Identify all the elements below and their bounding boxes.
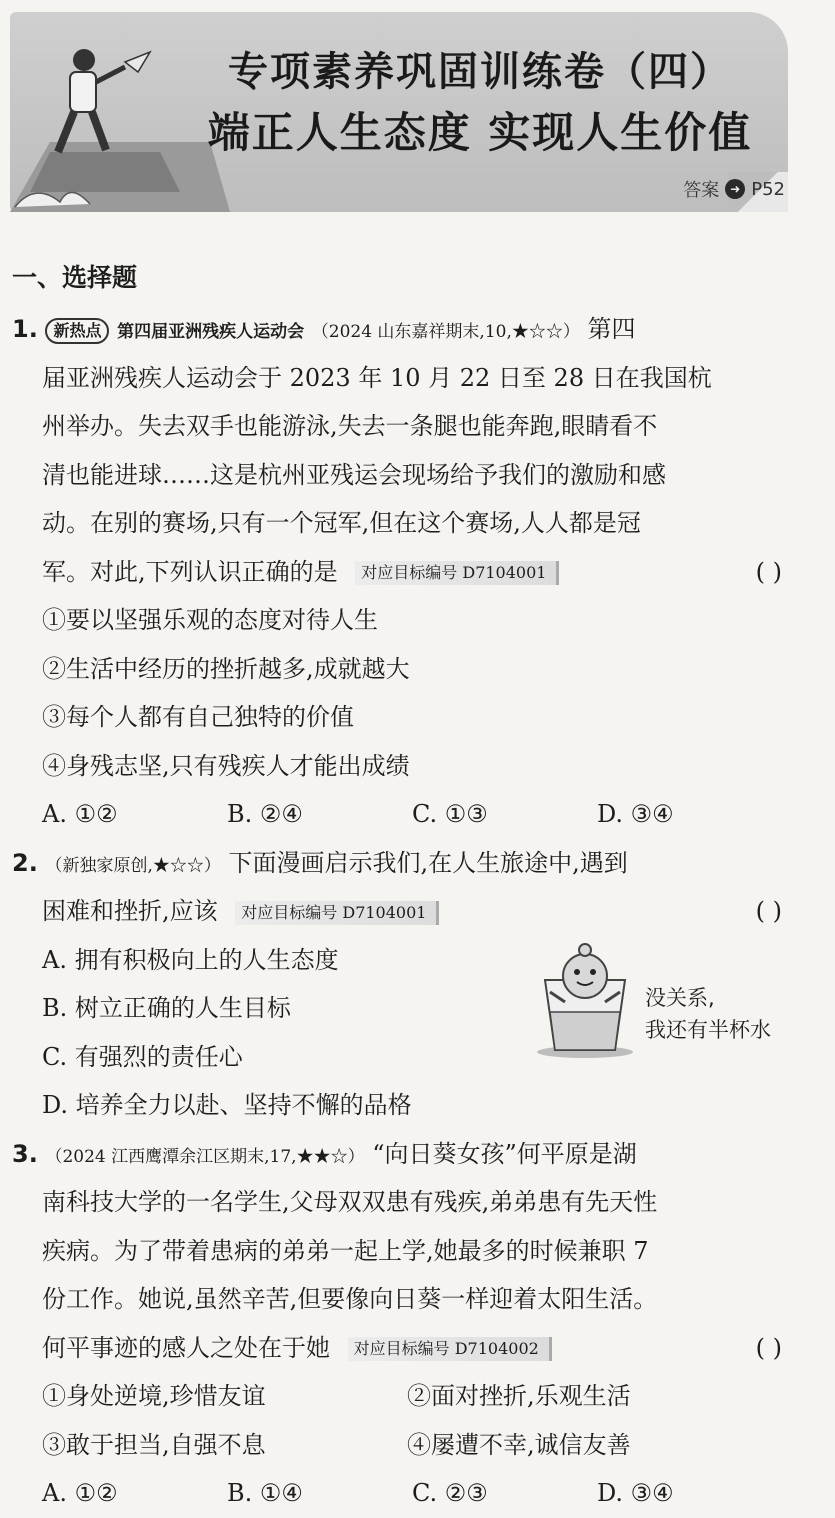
q3-items-row-2 <box>12 1421 792 1470</box>
q1-item: ④身残志坚,只有残疾人才能出成绩 <box>42 751 410 780</box>
q3-line: 疾病。为了带着患病的弟弟一起上学,她最多的时候兼职 7 <box>42 1236 649 1265</box>
q1-line: 届亚洲残疾人运动会于 2023 年 10 月 22 日至 28 日在我国杭 <box>42 363 712 392</box>
title-line-2: 端正人生态度 实现人生价值 <box>207 108 753 157</box>
title-line-1: 专项素养巩固训练卷（四） <box>228 49 732 95</box>
q1-line1-tail: 第四 <box>587 315 636 343</box>
q3-option-a[interactable]: A. ①② <box>42 1479 118 1507</box>
q2-line1-tail: 下面漫画启示我们,在人生旅途中,遇到 <box>228 848 628 877</box>
q1-target-code: 对应目标编号 D7104001 <box>355 561 559 585</box>
q1-line: 动。在别的赛场,只有一个冠军,但在这个赛场,人人都是冠 <box>42 509 641 537</box>
q1-line-1 <box>12 305 792 354</box>
q1-question-stem: 军。对此,下列认识正确的是 <box>42 557 338 586</box>
q1-line: 州举办。失去双手也能游泳,失去一条腿也能奔跑,眼睛看不 <box>42 412 658 440</box>
q1-option-c[interactable]: C. ①③ <box>412 800 488 828</box>
q3-option-d[interactable]: D. ③④ <box>597 1479 674 1507</box>
q3-options <box>12 1469 792 1518</box>
q3-option-c[interactable]: C. ②③ <box>412 1479 488 1507</box>
q3-answer-blank[interactable]: ( ) <box>755 1333 782 1362</box>
section-title: 一、选择题 <box>12 263 138 292</box>
q1-source: （2024 山东嘉祥期末,10,★☆☆） <box>311 322 580 342</box>
questions <box>12 305 792 1518</box>
q1-item: ①要以坚强乐观的态度对待人生 <box>42 606 378 634</box>
q3-item: ①身处逆境,珍惜友谊 <box>42 1382 266 1410</box>
q3-number: 3. <box>12 1139 38 1168</box>
q1-line: 清也能进球……这是杭州亚残运会现场给予我们的激励和感 <box>42 460 666 489</box>
q3-line: 南科技大学的一名学生,父母双双患有残疾,弟弟患有先天性 <box>42 1188 658 1216</box>
q2-target-code: 对应目标编号 D7104001 <box>235 901 439 925</box>
q2-option-c[interactable]: C. 有强烈的责任心 <box>42 1042 243 1071</box>
cartoon-caption-line-1: 没关系, <box>645 986 715 1010</box>
q1-number: 1. <box>12 315 38 343</box>
q1-option-d[interactable]: D. ③④ <box>597 800 674 828</box>
q2-question-stem: 困难和挫折,应该 <box>42 897 218 925</box>
answer-page: P52 <box>751 178 785 200</box>
q1-item: ②生活中经历的挫折越多,成就越大 <box>42 654 410 683</box>
q2-source: （新独家原创,★☆☆） <box>45 855 221 876</box>
q2-option-d[interactable]: D. 培养全力以赴、坚持不懈的品格 <box>42 1091 412 1119</box>
arrow-right-icon: ➜ <box>725 179 745 199</box>
q3-last-line <box>12 1324 792 1373</box>
q3-item: ④屡遭不幸,诚信友善 <box>407 1430 631 1459</box>
q1-hot-tag: 新热点 <box>45 318 109 344</box>
q3-option-b[interactable]: B. ①④ <box>227 1479 303 1507</box>
q2-option-b[interactable]: B. 树立正确的人生目标 <box>42 994 291 1022</box>
q1-item: ③每个人都有自己独特的价值 <box>42 703 354 731</box>
answer-label: 答案 <box>683 180 720 201</box>
answer-reference <box>683 176 785 202</box>
q1-option-a[interactable]: A. ①② <box>42 800 118 828</box>
q1-options <box>12 790 792 839</box>
q1-last-line <box>12 548 792 597</box>
q3-items-row-1 <box>12 1372 792 1421</box>
q3-item: ③敢于担当,自强不息 <box>42 1430 266 1459</box>
q3-item: ②面对挫折,乐观生活 <box>407 1382 631 1410</box>
q3-source: （2024 江西鹰潭余江区期末,17,★★☆） <box>45 1146 365 1167</box>
q2-answer-blank[interactable]: ( ) <box>755 897 782 925</box>
q2-number: 2. <box>12 848 38 877</box>
q3-line1-tail: “向日葵女孩”何平原是湖 <box>372 1139 637 1168</box>
q1-answer-blank[interactable]: ( ) <box>755 557 782 586</box>
q3-line-1 <box>12 1130 792 1179</box>
cartoon-caption <box>645 982 771 1046</box>
q3-target-code: 对应目标编号 D7104002 <box>348 1337 552 1361</box>
q2-line-1 <box>12 839 792 888</box>
q3-line: 份工作。她说,虽然辛苦,但要像向日葵一样迎着太阳生活。 <box>42 1285 658 1313</box>
half-glass-cartoon-icon <box>530 940 640 1060</box>
q1-option-b[interactable]: B. ②④ <box>227 800 303 828</box>
q3-question-stem: 何平事迹的感人之处在于她 <box>42 1333 330 1362</box>
q1-tag-text: 第四届亚洲残疾人运动会 <box>117 322 305 342</box>
q2-option-a[interactable]: A. 拥有积极向上的人生态度 <box>42 945 339 974</box>
q2-line-2 <box>12 887 792 936</box>
cartoon-caption-line-2: 我还有半杯水 <box>645 1018 771 1042</box>
